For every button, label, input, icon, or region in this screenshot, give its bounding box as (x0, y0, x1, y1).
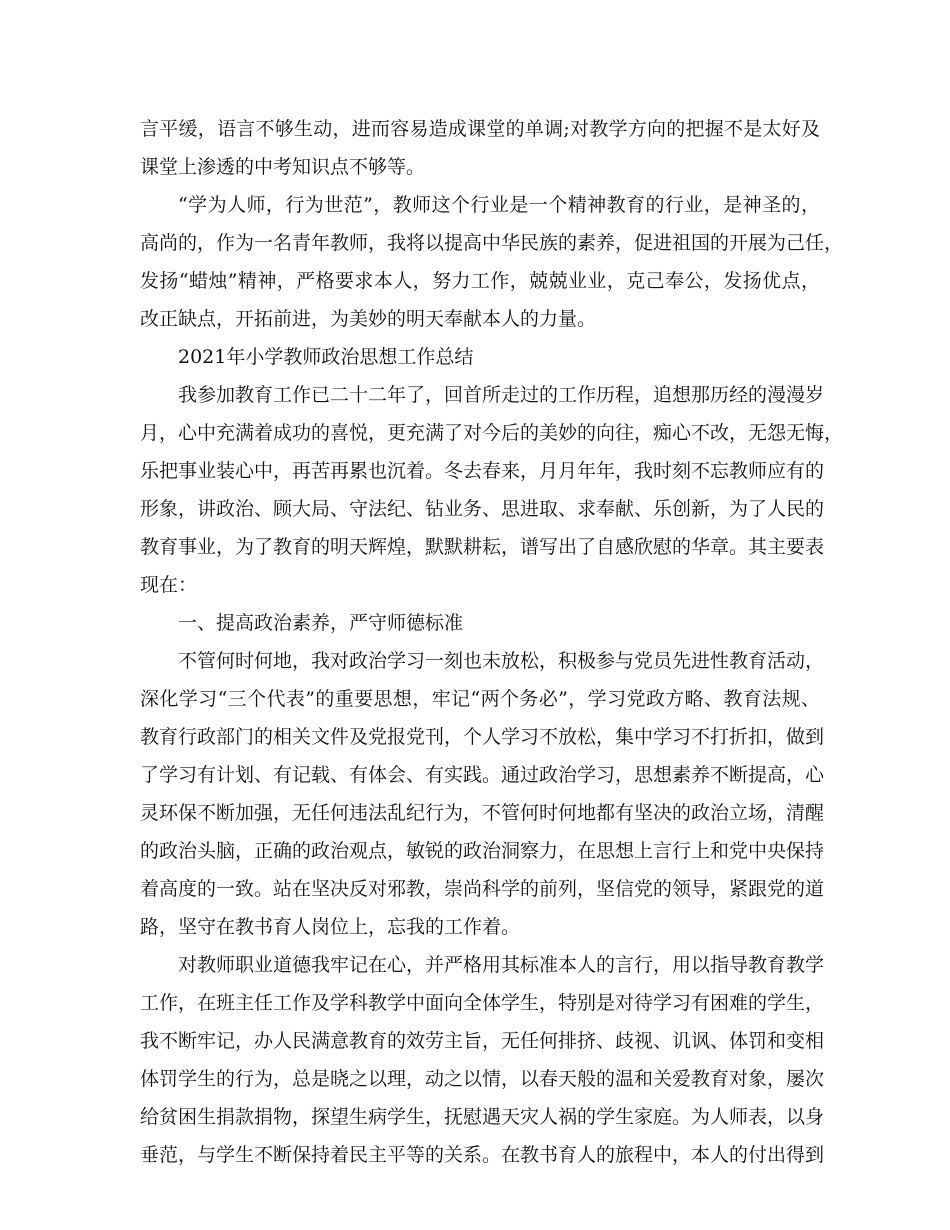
paragraph-line: 深化学习“三个代表”的重要思想，牢记“两个务必”，学习党政方略、教育法规、 (140, 688, 820, 710)
paragraph-line: 不管何时何地，我对政治学习一刻也未放松，积极参与党员先进性教育活动， (178, 650, 825, 672)
paragraph-line: 高尚的，作为一名青年教师，我将以提高中华民族的素养，促进祖国的开展为己任， (140, 232, 844, 254)
paragraph-line: 形象，讲政治、顾大局、守法纪、钻业务、思进取、求奉献、乐创新，为了人民的 (140, 498, 825, 520)
paragraph-line: 我参加教育工作已二十二年了，回首所走过的工作历程，追想那历经的漫漫岁 (178, 384, 825, 406)
paragraph-line: 路，坚守在教书育人岗位上，忘我的工作着。 (140, 916, 521, 938)
paragraph-line: 乐把事业装心中，再苦再累也沉着。冬去春来，月月年年，我时刻不忘教师应有的 (140, 460, 825, 482)
subsection-heading: 一、提高政治素养，严守师德标准 (178, 612, 464, 634)
paragraph-line: 言平缓，语言不够生动，进而容易造成课堂的单调;对教学方向的把握不是太好及 (140, 118, 820, 140)
paragraph-line: 工作，在班主任工作及学科教学中面向全体学生，特别是对待学习有困难的学生， (140, 992, 825, 1014)
paragraph-line: 着高度的一致。站在坚决反对邪教，崇尚科学的前列，坚信党的领导，紧跟党的道 (140, 878, 825, 900)
paragraph-line: 教育事业，为了教育的明天辉煌，默默耕耘，谱写出了自感欣慰的华章。其主要表 (140, 536, 825, 558)
paragraph-line: 改正缺点，开拓前进，为美妙的明天奉献本人的力量。 (140, 308, 597, 330)
paragraph-line: 体罚学生的行为，总是晓之以理，动之以情，以春天般的温和关爱教育对象，屡次 (140, 1068, 825, 1090)
paragraph-line: “学为人师，行为世范”，教师这个行业是一个精神教育的行业，是神圣的， (178, 194, 820, 216)
paragraph-line: 灵环保不断加强，无任何违法乱纪行为，不管何时何地都有坚决的政治立场，清醒 (140, 802, 825, 824)
paragraph-line: 发扬“蜡烛”精神，严格要求本人，努力工作，兢兢业业，克己奉公，发扬优点， (140, 270, 820, 292)
paragraph-line: 月，心中充满着成功的喜悦，更充满了对今后的美妙的向往，痴心不改，无怨无悔， (140, 422, 844, 444)
paragraph-line: 现在： (140, 574, 198, 596)
paragraph-line: 的政治头脑，正确的政治观点，敏锐的政治洞察力，在思想上言行上和党中央保持 (140, 840, 825, 862)
document-body (140, 110, 844, 1174)
paragraph-line: 教育行政部门的相关文件及党报党刊，个人学习不放松，集中学习不打折扣，做到 (140, 726, 825, 748)
paragraph-line: 了学习有计划、有记载、有体会、有实践。通过政治学习，思想素养不断提高，心 (140, 764, 825, 786)
paragraph-line: 垂范，与学生不断保持着民主平等的关系。在教书育人的旅程中，本人的付出得到 (140, 1144, 825, 1166)
paragraph-line: 我不断牢记，办人民满意教育的效劳主旨，无任何排挤、歧视、讥讽、体罚和变相 (140, 1030, 825, 1052)
paragraph-line: 对教师职业道德我牢记在心，并严格用其标准本人的言行，用以指导教育教学 (178, 954, 825, 976)
section-title: 2021年小学教师政治思想工作总结 (178, 346, 474, 368)
paragraph-line: 课堂上渗透的中考知识点不够等。 (140, 156, 426, 178)
paragraph-line: 给贫困生捐款捐物，探望生病学生，抚慰遇天灾人祸的学生家庭。为人师表，以身 (140, 1106, 825, 1128)
